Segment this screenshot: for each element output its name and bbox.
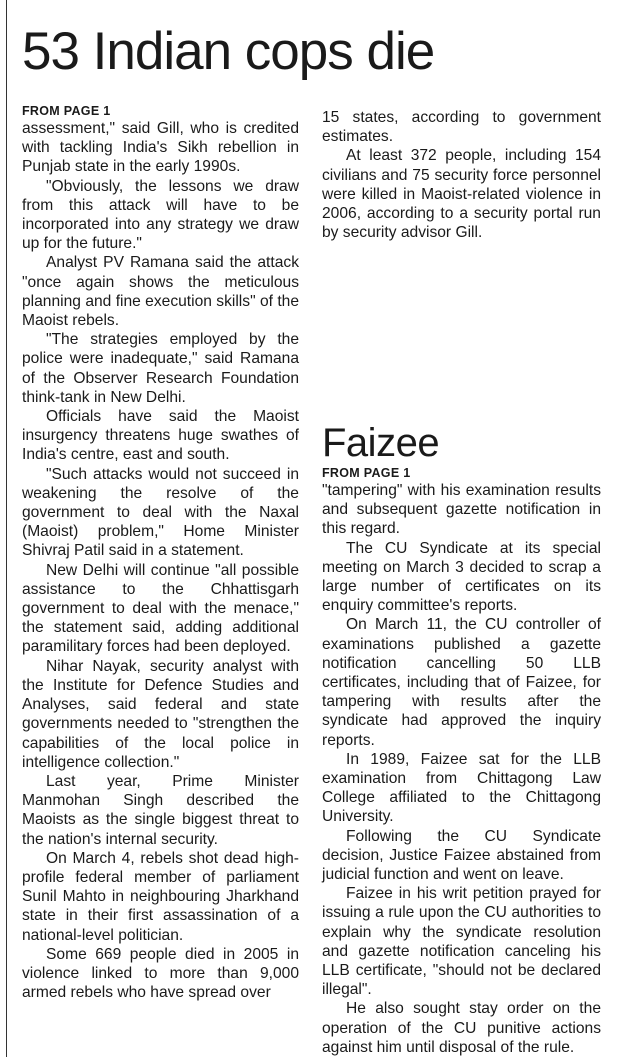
faizee-paragraph: Faizee in his writ petition prayed for issuing a rule upon the CU authorities to explain why the syndicate resolution and gazette notification canceling his LLB certificate, "should not be declared illegal". — [322, 885, 601, 999]
main-paragraph-continued: 15 states, according to government estimates. — [322, 109, 601, 146]
main-paragraph: New Delhi will continue "all possible assistance to the Chhattisgarh government to deal with the menace," the statement said, adding additional paramilitary forces had been deployed. — [22, 561, 299, 656]
faizee-paragraph: "tampering" with his examination results and subsequent gazette notification in this regard. — [322, 482, 601, 538]
main-paragraph: "Such attacks would not succeed in weakening the resolve of the government to deal with the Naxal (Maoist) problem," Home Minister Shivraj Patil said in a statement. — [22, 465, 299, 560]
faizee-article-kicker: FROM PAGE 1 — [322, 466, 411, 480]
main-paragraph: On March 4, rebels shot dead high-profile federal member of parliament Sunil Mahto in neighbouring Jharkhand state in their first assassination of a national-level politician. — [22, 849, 299, 944]
main-paragraph: Nihar Nayak, security analyst with the Institute for Defence Studies and Analyses, said federal and state governments needed to "strengthen the capabilities of the local police in intelligence collection." — [22, 657, 299, 771]
main-paragraph-continued: At least 372 people, including 154 civilians and 75 security force personnel were killed in Maoist-related violence in 2006, according to a security portal run by security advisor Gill. — [322, 147, 601, 242]
main-paragraph: "Obviously, the lessons we draw from this attack will have to be incorporated into any strategy we draw up for the future." — [22, 177, 299, 253]
faizee-paragraph: On March 11, the CU controller of examinations published a gazette notification cancelling 50 LLB certificates, including that of Faizee, for tampering with results after the syndicate had approved the inquiry reports. — [322, 616, 601, 749]
faizee-paragraph: Following the CU Syndicate decision, Justice Faizee abstained from judicial function and went on leave. — [322, 827, 601, 884]
faizee-article — [322, 420, 601, 1057]
main-paragraph: Officials have said the Maoist insurgency threatens huge swathes of India's centre, east and south. — [22, 408, 299, 464]
main-article-column-1 — [22, 104, 299, 1002]
main-paragraph: Analyst PV Ramana said the attack "once again shows the meticulous planning and fine execution skills" of the Maoist rebels. — [22, 254, 299, 330]
faizee-paragraph: In 1989, Faizee sat for the LLB examination from Chittagong Law College affiliated to the Chittagong University. — [322, 750, 601, 826]
main-paragraph: "The strategies employed by the police were inadequate," said Ramana of the Observer Research Foundation think-tank in New Delhi. — [22, 331, 299, 406]
main-paragraph: Some 669 people died in 2005 in violence linked to more than 9,000 armed rebels who have spread over — [22, 945, 299, 1002]
faizee-paragraph: He also sought stay order on the operation of the CU punitive actions against him until disposal of the rule. — [322, 1000, 601, 1056]
main-headline: 53 Indian cops die — [22, 22, 435, 81]
main-article-kicker: FROM PAGE 1 — [22, 104, 111, 118]
main-paragraph: Last year, Prime Minister Manmohan Singh described the Maoists as the single biggest threat to the nation's internal security. — [22, 772, 299, 848]
faizee-paragraph: The CU Syndicate at its special meeting on March 3 decided to scrap a large number of certificates on its enquiry committee's reports. — [322, 539, 601, 615]
main-article-column-2 — [322, 108, 601, 242]
column-rule — [6, 0, 7, 1057]
faizee-headline: Faizee — [322, 421, 440, 465]
main-paragraph: assessment," said Gill, who is credited with tackling India's Sikh rebellion in Punjab state in the early 1990s. — [22, 120, 299, 176]
